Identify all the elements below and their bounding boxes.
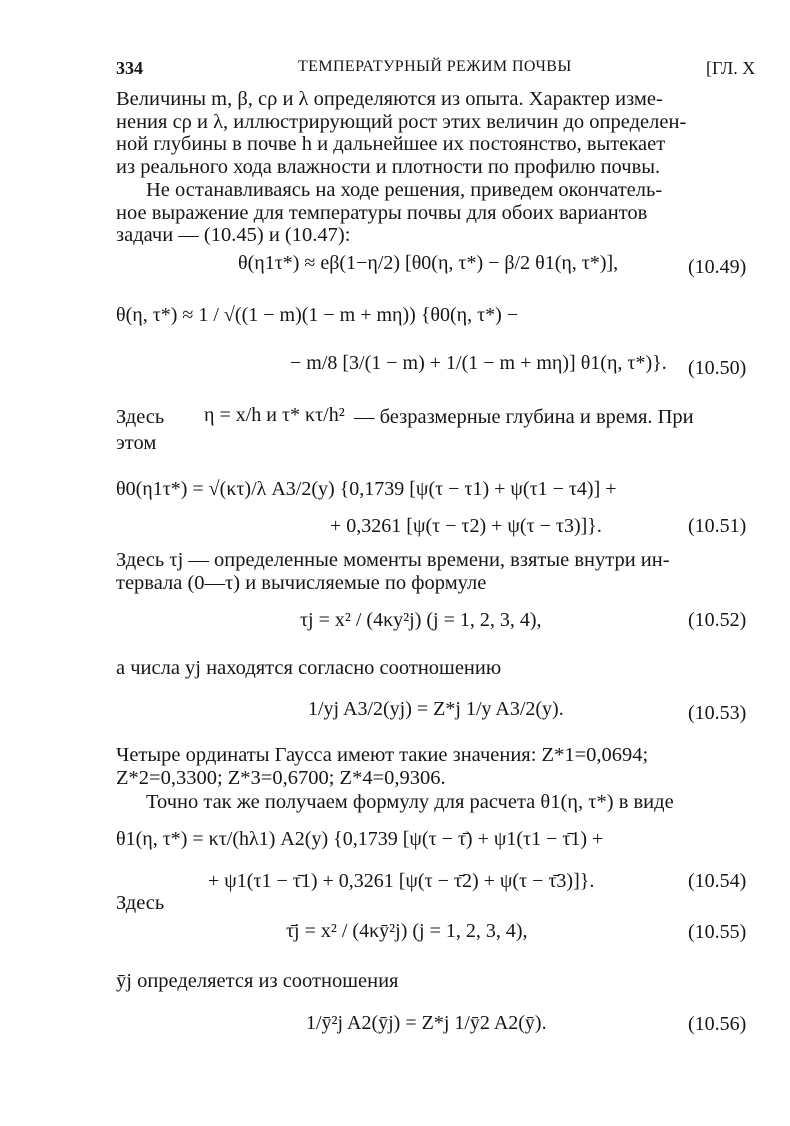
paragraph-3: [116, 549, 752, 594]
equation-number-10-56: (10.56): [688, 1013, 747, 1035]
equation-number-10-49: (10.49): [688, 256, 747, 278]
chapter-label: [ГЛ. X: [706, 58, 756, 78]
paragraph-1-line: нения cρ и λ, иллюстрирующий рост этих величин до определен-: [116, 110, 687, 133]
paragraph-3-line: Здесь τj — определенные моменты времени, взятые внутри ин-: [116, 549, 670, 571]
definition-text: — безразмерные глубина и время. При: [354, 406, 694, 428]
paragraph-2-line: Не останавливаясь на ходе решения, приведем окончатель-: [146, 179, 663, 201]
equation-10-52: τj = x² / (4κy²j) (j = 1, 2, 3, 4),: [300, 609, 542, 631]
equation-10-50-line-2: − m/8 [3/(1 − m) + 1/(1 − m + mη)] θ1(η, τ*)}.: [290, 352, 667, 374]
equation-10-54-line-1: θ1(η, τ*) = κτ/(hλ1) A2(y) {0,1739 [ψ(τ − τ̄) + ψ1(τ1 − τ̄1) +: [116, 828, 604, 850]
equation-number-10-54: (10.54): [688, 870, 747, 892]
equation-number-10-52: (10.52): [688, 609, 747, 631]
paragraph-7: ȳj определяется из соотношения: [116, 970, 399, 992]
equation-10-51-line-2: + 0,3261 [ψ(τ − τ2) + ψ(τ − τ3)]}.: [330, 515, 602, 537]
equation-10-53: 1/yj A3/2(yj) = Z*j 1/y A3/2(y).: [308, 698, 564, 720]
paragraph-6: Точно так же получаем формулу для расчета θ1(η, τ*) в виде: [146, 791, 674, 813]
paragraph-2-line: ное выражение для температуры почвы для обоих вариантов: [116, 201, 648, 224]
running-title: ТЕМПЕРАТУРНЫЙ РЕЖИМ ПОЧВЫ: [298, 58, 572, 75]
equation-10-54-line-2: + ψ1(τ1 − τ̄1) + 0,3261 [ψ(τ − τ̄2) + ψ(τ − τ̄3)]}.: [208, 870, 595, 892]
equation-number-10-55: (10.55): [688, 921, 747, 943]
paragraph-3-line: тервала (0—τ) и вычисляемые по формуле: [116, 571, 487, 594]
paragraph-1-line: Величины m, β, cρ и λ определяются из опыта. Характер изме-: [116, 88, 663, 110]
paragraph-5-line: Z*2=0,3300; Z*3=0,6700; Z*4=0,9306.: [116, 766, 446, 789]
equation-number-10-51: (10.51): [688, 515, 747, 537]
paragraph-2: [116, 179, 752, 247]
equation-number-10-50: (10.50): [688, 357, 747, 379]
paragraph-5-line: Четыре ординаты Гаусса имеют такие значения: Z*1=0,0694;: [116, 744, 649, 766]
equation-10-56: 1/ȳ²j A2(ȳj) = Z*j 1/ȳ2 A2(ȳ).: [306, 1012, 547, 1034]
paragraph-2-line: задачи — (10.45) и (10.47):: [116, 224, 351, 247]
equation-definitions: η = x/h и τ* κτ/h²: [204, 404, 345, 426]
equation-10-51-line-1: θ0(η1τ*) = √(κτ)/λ A3/2(y) {0,1739 [ψ(τ − τ1) + ψ(τ1 − τ4)] +: [116, 478, 617, 500]
paragraph-1-line: из реального хода влажности и плотности по профилю почвы.: [116, 155, 661, 178]
zdes-label: Здесь: [116, 892, 165, 914]
paragraph-5: [116, 744, 752, 789]
equation-10-55: τ̄j = x² / (4κȳ²j) (j = 1, 2, 3, 4),: [286, 920, 528, 942]
page-number: 334: [116, 58, 143, 78]
definition-label: Здесь: [116, 406, 165, 428]
etom-word: этом: [116, 432, 157, 454]
equation-10-49: θ(η1τ*) ≈ eβ(1−η/2) [θ0(η, τ*) − β/2 θ1(η, τ*)],: [238, 252, 619, 274]
paragraph-1: [116, 88, 752, 178]
equation-10-50-line-1: θ(η, τ*) ≈ 1 / √((1 − m)(1 − m + mη)) {θ0(η, τ*) −: [116, 304, 519, 326]
paragraph-1-line: ной глубины в почве h и дальнейшее их постоянство, вытекает: [116, 133, 666, 156]
paragraph-4: а числа yj находятся согласно соотношению: [116, 657, 502, 679]
equation-number-10-53: (10.53): [688, 702, 747, 724]
